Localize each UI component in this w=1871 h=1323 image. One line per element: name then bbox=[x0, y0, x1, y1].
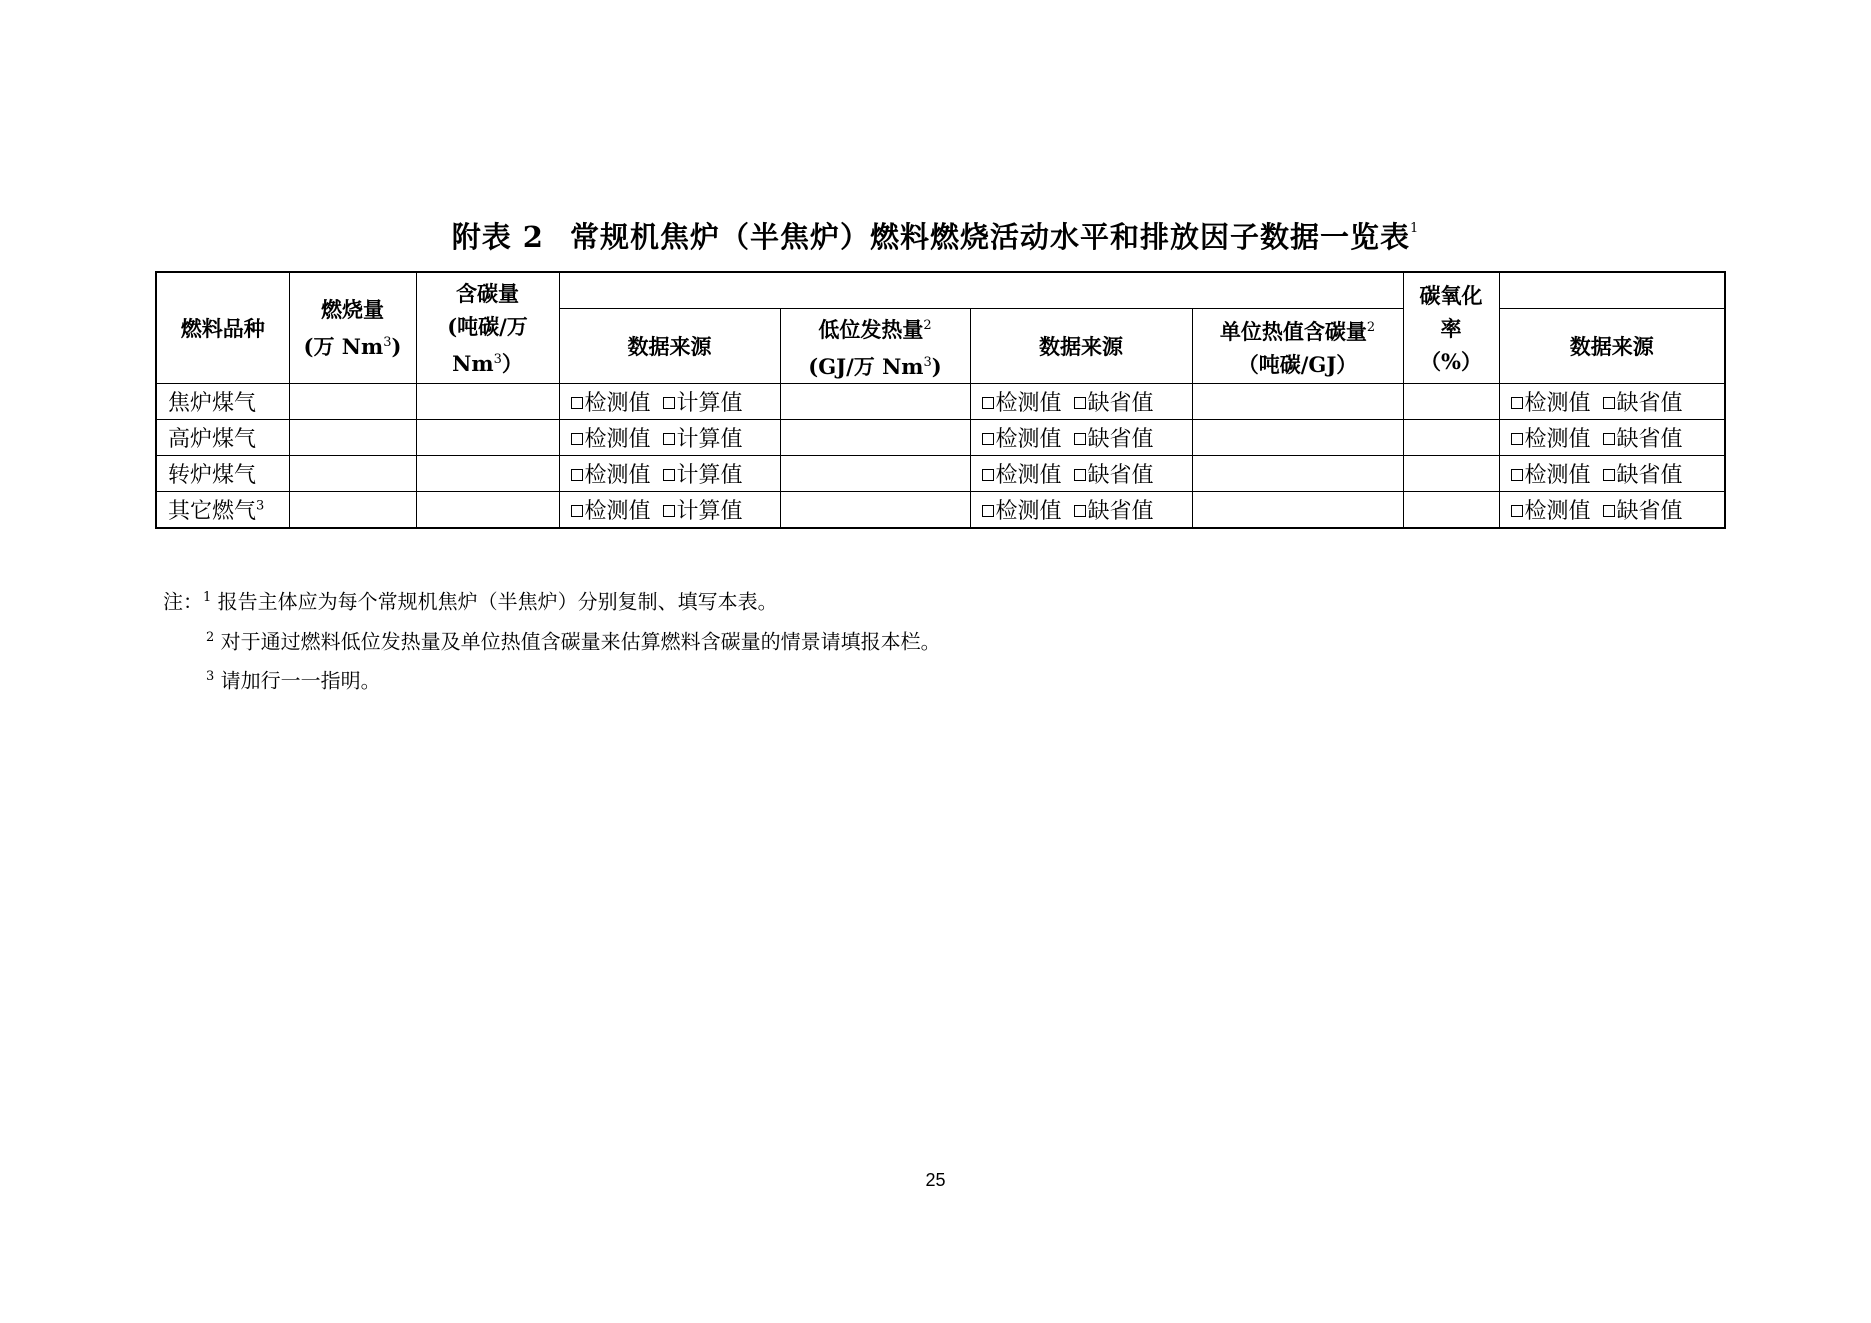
emission-factor-table bbox=[155, 271, 1726, 529]
checkbox-icon bbox=[982, 505, 994, 517]
source-choice-2 bbox=[970, 492, 1192, 529]
checkbox-icon bbox=[1074, 505, 1086, 517]
checkbox-icon bbox=[982, 433, 994, 445]
checkbox-icon bbox=[1074, 397, 1086, 409]
header-oxidation-rate: 碳氧化 率 （%） bbox=[1403, 272, 1499, 384]
checkbox-option[interactable]: 缺省值 bbox=[1603, 391, 1683, 416]
fuel-cell: 其它燃气$^3$ bbox=[156, 492, 289, 529]
oxidation-rate-cell[interactable] bbox=[1403, 420, 1499, 456]
checkbox-option[interactable]: 缺省值 bbox=[1074, 499, 1154, 524]
checkbox-option[interactable]: 检测值 bbox=[571, 499, 651, 524]
note-item: $^2$ 对于通过燃料低位发热量及单位热值含碳量来估算燃料含碳量的情景请填报本栏。 bbox=[206, 629, 941, 654]
checkbox-icon bbox=[663, 433, 675, 445]
checkbox-icon bbox=[1603, 433, 1615, 445]
table-row bbox=[156, 492, 1725, 529]
checkbox-option[interactable]: 检测值 bbox=[1511, 427, 1591, 452]
title-footnote-ref: 1 bbox=[1410, 221, 1420, 236]
checkbox-icon bbox=[1603, 505, 1615, 517]
checkbox-option[interactable]: 缺省值 bbox=[1074, 391, 1154, 416]
source-choice-2 bbox=[970, 456, 1192, 492]
checkbox-option[interactable]: 检测值 bbox=[571, 427, 651, 452]
combustion-cell[interactable] bbox=[289, 420, 416, 456]
oxidation-rate-cell[interactable] bbox=[1403, 492, 1499, 529]
source-choice-3 bbox=[1499, 384, 1725, 420]
source-choice-2 bbox=[970, 384, 1192, 420]
checkbox-option[interactable]: 计算值 bbox=[663, 499, 743, 524]
checkbox-icon bbox=[571, 397, 583, 409]
note-item: 注：$^1$ 报告主体应为每个常规机焦炉（半焦炉）分别复制、填写本表。 bbox=[163, 589, 778, 614]
checkbox-option[interactable]: 检测值 bbox=[571, 391, 651, 416]
checkbox-icon bbox=[1511, 397, 1523, 409]
carbon-per-heat-cell[interactable] bbox=[1192, 384, 1403, 420]
ncv-cell[interactable] bbox=[780, 456, 970, 492]
checkbox-option[interactable]: 缺省值 bbox=[1603, 463, 1683, 488]
combustion-cell[interactable] bbox=[289, 492, 416, 529]
checkbox-icon bbox=[982, 469, 994, 481]
source-choice-1 bbox=[559, 492, 780, 529]
combustion-cell[interactable] bbox=[289, 456, 416, 492]
checkbox-icon bbox=[1074, 433, 1086, 445]
checkbox-option[interactable]: 检测值 bbox=[982, 463, 1062, 488]
ncv-cell[interactable] bbox=[780, 492, 970, 529]
table-row bbox=[156, 420, 1725, 456]
checkbox-option[interactable]: 检测值 bbox=[571, 463, 651, 488]
oxidation-rate-cell[interactable] bbox=[1403, 384, 1499, 420]
checkbox-icon bbox=[663, 469, 675, 481]
header-carbon-per-heat: 单位热值含碳量$^2$ （吨碳/GJ） bbox=[1192, 309, 1403, 384]
carbon-content-cell[interactable] bbox=[416, 492, 559, 529]
source-choice-2 bbox=[970, 420, 1192, 456]
checkbox-option[interactable]: 检测值 bbox=[1511, 463, 1591, 488]
checkbox-icon bbox=[1511, 505, 1523, 517]
source-choice-1 bbox=[559, 420, 780, 456]
checkbox-option[interactable]: 检测值 bbox=[982, 499, 1062, 524]
checkbox-icon bbox=[1511, 469, 1523, 481]
checkbox-icon bbox=[1511, 433, 1523, 445]
checkbox-option[interactable]: 检测值 bbox=[1511, 391, 1591, 416]
checkbox-option[interactable]: 检测值 bbox=[982, 427, 1062, 452]
note-item: $^3$ 请加行一一指明。 bbox=[206, 668, 381, 693]
header-carbon-content: 含碳量 (吨碳/万 Nm$^3$） bbox=[416, 272, 559, 384]
header-data-source-2: 数据来源 bbox=[970, 309, 1192, 384]
table-title bbox=[0, 215, 1871, 256]
checkbox-option[interactable]: 检测值 bbox=[1511, 499, 1591, 524]
ncv-cell[interactable] bbox=[780, 384, 970, 420]
oxidation-rate-cell[interactable] bbox=[1403, 456, 1499, 492]
source-choice-3 bbox=[1499, 420, 1725, 456]
fuel-cell: 焦炉煤气 bbox=[156, 384, 289, 420]
fuel-cell: 转炉煤气 bbox=[156, 456, 289, 492]
header-blank-span bbox=[559, 272, 1403, 309]
page-number: 25 bbox=[925, 1170, 946, 1190]
checkbox-option[interactable]: 缺省值 bbox=[1074, 463, 1154, 488]
header-data-source-3: 数据来源 bbox=[1499, 309, 1725, 384]
checkbox-icon bbox=[571, 469, 583, 481]
checkbox-option[interactable]: 计算值 bbox=[663, 427, 743, 452]
header-blank-right bbox=[1499, 272, 1725, 309]
checkbox-icon bbox=[571, 433, 583, 445]
table-title-label: 附表 2 bbox=[451, 220, 544, 254]
carbon-content-cell[interactable] bbox=[416, 384, 559, 420]
checkbox-icon bbox=[1603, 469, 1615, 481]
header-ncv: 低位发热量$^2$ (GJ/万 Nm$^3$) bbox=[780, 309, 970, 384]
carbon-per-heat-cell[interactable] bbox=[1192, 420, 1403, 456]
checkbox-option[interactable]: 缺省值 bbox=[1603, 427, 1683, 452]
carbon-content-cell[interactable] bbox=[416, 456, 559, 492]
checkbox-icon bbox=[1603, 397, 1615, 409]
table-title-text: 常规机焦炉（半焦炉）燃料燃烧活动水平和排放因子数据一览表 bbox=[569, 220, 1410, 254]
checkbox-icon bbox=[1074, 469, 1086, 481]
ncv-cell[interactable] bbox=[780, 420, 970, 456]
source-choice-3 bbox=[1499, 492, 1725, 529]
table-row bbox=[156, 384, 1725, 420]
checkbox-option[interactable]: 缺省值 bbox=[1074, 427, 1154, 452]
table-row bbox=[156, 456, 1725, 492]
header-combustion-amount: 燃烧量 (万 Nm$^3$) bbox=[289, 272, 416, 384]
source-choice-1 bbox=[559, 384, 780, 420]
checkbox-option[interactable]: 计算值 bbox=[663, 391, 743, 416]
carbon-per-heat-cell[interactable] bbox=[1192, 456, 1403, 492]
checkbox-icon bbox=[663, 505, 675, 517]
carbon-per-heat-cell[interactable] bbox=[1192, 492, 1403, 529]
fuel-cell: 高炉煤气 bbox=[156, 420, 289, 456]
checkbox-icon bbox=[982, 397, 994, 409]
header-fuel-type: 燃料品种 bbox=[156, 272, 289, 384]
checkbox-icon bbox=[571, 505, 583, 517]
checkbox-option[interactable]: 缺省值 bbox=[1603, 499, 1683, 524]
source-choice-3 bbox=[1499, 456, 1725, 492]
header-data-source-1: 数据来源 bbox=[559, 309, 780, 384]
checkbox-option[interactable]: 检测值 bbox=[982, 391, 1062, 416]
checkbox-icon bbox=[663, 397, 675, 409]
carbon-content-cell[interactable] bbox=[416, 420, 559, 456]
table-notes bbox=[163, 580, 941, 699]
combustion-cell[interactable] bbox=[289, 384, 416, 420]
checkbox-option[interactable]: 计算值 bbox=[663, 463, 743, 488]
source-choice-1 bbox=[559, 456, 780, 492]
